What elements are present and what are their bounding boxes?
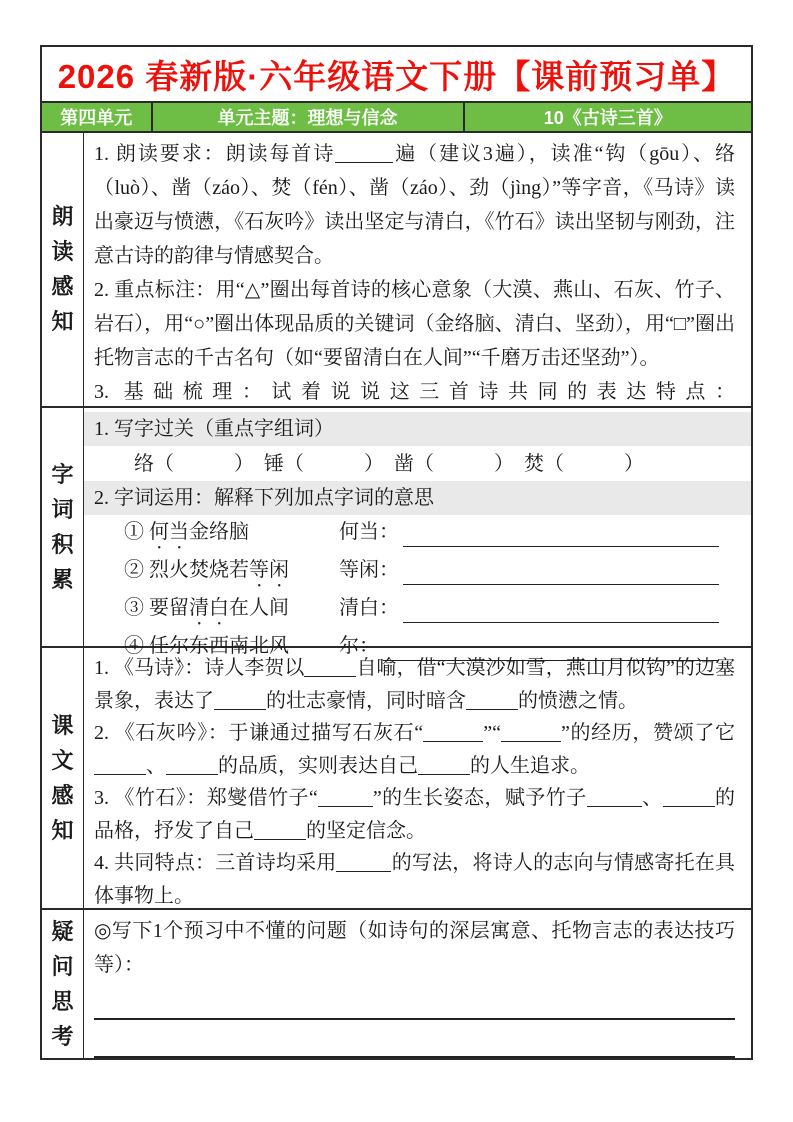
text-run: 的品格，抒发了自己 xyxy=(94,787,736,842)
section-yiwen xyxy=(42,910,751,1058)
paragraph xyxy=(84,717,751,782)
sections-container xyxy=(42,133,751,1058)
text-run: ”的经历，赞颂了它 xyxy=(560,722,735,744)
text-run: 2. 重点标注：用“△”圈出每首诗的核心意象（大漠、燕山、石灰、竹子、岩石），用“○”圈出体现品质的关键词（金络脑、清白、坚劲），用“□”圈出托物言志的千古名句（如“要留清白在人间”“千磨万击还坚劲”）。 xyxy=(94,279,735,369)
section-content xyxy=(84,648,751,908)
section-label-zici xyxy=(42,408,84,646)
text-run: 络（ ） 锤（ ） 凿（ ） 焚（ ） xyxy=(134,453,644,475)
section-label-kewen xyxy=(42,648,84,908)
blank-field[interactable] xyxy=(403,546,719,547)
blank-field[interactable] xyxy=(466,690,518,710)
worksheet-sheet xyxy=(40,45,753,1060)
blank-field[interactable] xyxy=(94,755,146,775)
text-run: 任 xyxy=(149,635,169,657)
blank-field[interactable] xyxy=(166,755,218,775)
label-char: 感 xyxy=(51,782,74,808)
section-langdu xyxy=(42,133,751,408)
gloss-phrase xyxy=(124,592,339,630)
gloss-term: 清白： xyxy=(339,597,399,619)
answer-line[interactable] xyxy=(94,1020,735,1058)
paragraph xyxy=(84,273,751,375)
paragraph xyxy=(84,782,751,847)
text-run: 的壮志豪情，同时暗含 xyxy=(266,689,466,712)
page-title: 2026 春新版·六年级语文下册【课前预习单】 xyxy=(42,47,751,103)
label-char: 感 xyxy=(51,274,74,299)
text-run: 1. 朗读要求：朗读每首诗 xyxy=(94,143,336,165)
text-run: 要留 xyxy=(149,597,189,619)
label-char: 思 xyxy=(51,988,74,1014)
blank-field[interactable] xyxy=(336,852,391,872)
label-char: 问 xyxy=(51,953,74,979)
blank-field[interactable] xyxy=(254,820,306,840)
blank-field[interactable] xyxy=(587,787,642,807)
label-char: 字 xyxy=(51,461,74,487)
label-char: 课 xyxy=(51,712,74,738)
text-run: 在人间 xyxy=(229,597,289,619)
text-run: 的人生追求。 xyxy=(470,754,590,777)
text-run: 的写法，将诗人的志向与情感寄托在具体事物上。 xyxy=(94,852,736,907)
section-content xyxy=(84,408,751,657)
text-run: 东西南北风 xyxy=(189,635,289,657)
blank-field[interactable] xyxy=(403,584,719,585)
subheading xyxy=(84,412,751,446)
text-run: 3. 《竹石》：郑燮借竹子“ xyxy=(94,787,318,809)
text-run: 金络脑 xyxy=(189,521,249,543)
section-kewen xyxy=(42,648,751,910)
text-run: ”的生长姿态，赋予竹子 xyxy=(372,787,587,809)
section-zici xyxy=(42,408,751,657)
gloss-number: ② xyxy=(124,559,149,581)
gloss-item xyxy=(84,516,751,554)
word-practice-line xyxy=(84,447,751,481)
section-label-langdu xyxy=(42,133,84,406)
gloss-number: ① xyxy=(124,521,149,543)
subheading xyxy=(84,481,751,515)
unit-theme: 单元主题：理想与信念 xyxy=(153,103,465,131)
gloss-phrase xyxy=(124,516,339,554)
text-run: 烈火焚烧若 xyxy=(149,559,249,581)
gloss-number: ④ xyxy=(124,635,149,657)
lesson-title: 10《古诗三首》 xyxy=(543,108,672,128)
text-run: 1. 写字过关（重点字组词） xyxy=(94,418,334,440)
gloss-phrase xyxy=(124,554,339,592)
text-run: 遍（建议3遍），读准“钩（gōu）、络（luò）、凿（záo）、焚（fén）、凿（záo）、劲（jìng）”等字音，《马诗》读出豪迈与愤懑，《石灰吟》读出坚定与清白，《竹石》读出坚韧与刚劲，注意古诗的韵律与情感契合。 xyxy=(94,143,735,267)
emphasized-text: 清白 xyxy=(189,597,229,619)
text-run: 1. 《马诗》：诗人李贺以 xyxy=(94,657,305,679)
text-run: 2. 字词运用：解释下列加点字词的意思 xyxy=(94,487,434,509)
paragraph xyxy=(84,137,751,273)
text-run: 的品质，实则表达自己 xyxy=(218,754,418,777)
emphasized-text: 尔 xyxy=(169,635,189,657)
answer-line[interactable] xyxy=(94,982,735,1020)
label-char: 考 xyxy=(51,1023,74,1049)
text-run: 、 xyxy=(146,754,166,777)
blank-field[interactable] xyxy=(304,657,356,677)
label-char: 朗 xyxy=(51,204,74,229)
gloss-number: ③ xyxy=(124,597,149,619)
blank-field[interactable] xyxy=(418,755,470,775)
unit-number: 第四单元 xyxy=(42,103,153,131)
text-run: 2. 《石灰吟》：于谦通过描写石灰石“ xyxy=(94,722,424,744)
section-content xyxy=(84,910,751,1058)
gloss-term: 何当： xyxy=(339,521,399,543)
label-char: 累 xyxy=(51,566,74,592)
text-run: ◎写下1个预习中不懂的问题（如诗句的深层寓意、托物言志的表达技巧等）： xyxy=(94,920,735,976)
section-content xyxy=(84,133,751,406)
text-run: 的坚定信念。 xyxy=(306,819,426,842)
paragraph xyxy=(84,652,751,717)
blank-field[interactable] xyxy=(501,722,561,742)
blank-field[interactable] xyxy=(214,690,266,710)
gloss-item xyxy=(84,592,751,630)
text-run: 3. 基础梳理：试着说说这三首诗共同的表达特点： xyxy=(94,381,735,403)
text-run: 4. 共同特点：三首诗均采用 xyxy=(94,852,337,874)
paragraph xyxy=(84,914,751,982)
gloss-term: 等闲： xyxy=(339,559,399,581)
paragraph xyxy=(84,847,751,912)
label-char: 知 xyxy=(51,309,74,334)
blank-field[interactable] xyxy=(318,787,373,807)
label-char: 积 xyxy=(51,531,74,557)
blank-field[interactable] xyxy=(663,787,715,807)
gloss-term: 尔： xyxy=(339,635,379,657)
label-char: 词 xyxy=(51,496,74,522)
label-char: 知 xyxy=(51,817,74,843)
section-label-yiwen xyxy=(42,910,84,1058)
gloss-item xyxy=(84,554,751,592)
text-run: 的愤懑之情。 xyxy=(518,689,638,712)
blank-field[interactable] xyxy=(403,622,719,623)
emphasized-text: 何当 xyxy=(149,521,189,543)
text-run: 、 xyxy=(641,787,663,809)
text-run: 自喻，借“大漠沙如雪，燕山月似钩”的边塞景象，表达了 xyxy=(94,657,736,712)
text-run: ”“ xyxy=(483,722,501,744)
blank-field[interactable] xyxy=(335,143,393,163)
label-char: 疑 xyxy=(51,918,74,944)
blank-field[interactable] xyxy=(423,722,483,742)
label-char: 文 xyxy=(51,747,74,773)
label-char: 读 xyxy=(51,239,74,264)
unit-header-bar xyxy=(42,103,751,133)
emphasized-text: 等闲 xyxy=(249,559,289,581)
